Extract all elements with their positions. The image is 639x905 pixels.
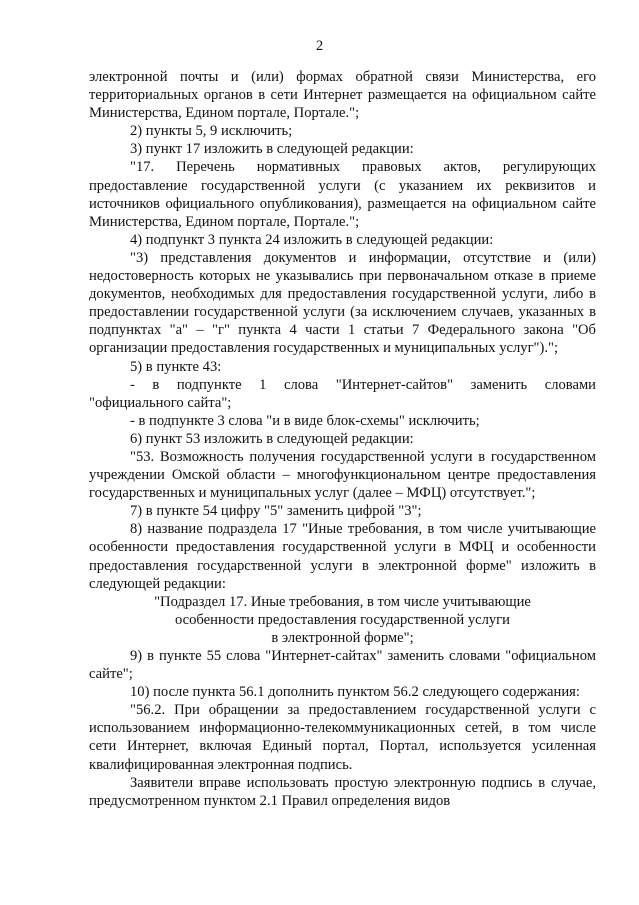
paragraph-applicants: Заявители вправе использовать простую электронную подпись в случае, предусмотренном пунктом 2.1 Правил определения видов [89, 774, 596, 809]
paragraph-quote-53: "53. Возможность получения государственной услуги в государственном учреждении Омской области – многофункциональном центре предоставления государственных и муниципальных услуг (далее – МФЦ) отсутствует."; [89, 448, 596, 502]
subsection-title-line-2: особенности предоставления государственной услуги [175, 611, 510, 628]
paragraph-quote-17: "17. Перечень нормативных правовых актов, регулирующих предоставление государственной услуги (с указанием их реквизитов и источников официального опубликования), размещается на официальном сайте Министерства, Едином портале, Портале."; [89, 159, 596, 230]
paragraph-item-5: 5) в пункте 43: [130, 358, 222, 375]
paragraph-item-4: 4) подпункт 3 пункта 24 изложить в следующей редакции: [130, 231, 494, 248]
paragraph-item-2: 2) пункты 5, 9 исключить; [130, 123, 293, 140]
paragraph-item-9: 9) в пункте 55 слова "Интернет-сайтах" заменить словами "официальном сайте"; [89, 648, 596, 683]
paragraph-item-5-dash-2: - в подпункте 3 слова "и в виде блок-схемы" исключить; [130, 412, 480, 429]
paragraph-continuation: электронной почты и (или) формах обратной связи Министерства, его территориальных органов в сети Интернет размещается на официальном сайте Министерства, Едином портале, Портале."; [89, 69, 596, 122]
subsection-title-line-1: "Подраздел 17. Иные требования, в том числе учитывающие [154, 593, 531, 610]
paragraph-item-10: 10) после пункта 56.1 дополнить пунктом 56.2 следующего содержания: [130, 684, 580, 701]
paragraph-quote-subitem-3: "3) представления документов и информации, отсутствие и (или) недостоверность которых не указывались при первоначальном отказе в приеме документов, необходимых для предоставления государственной услуги, либо в предоставлении государственной услуги (за исключением случаев, указанных в подпунктах "а" – "г" пункта 4 части 1 статьи 7 Федерального закона "Об организации предоставления государственных и муниципальных услуг")."; [89, 249, 596, 357]
paragraph-quote-56-2: "56.2. При обращении за предоставлением государственной услуги с использованием информационно-телекоммуникационных сетей, в том числе сети Интернет, включая Единый портал, Портал, используется усиленная квалифицированная электронная подпись. [89, 702, 596, 773]
paragraph-item-3: 3) пункт 17 изложить в следующей редакции: [130, 141, 414, 158]
subsection-title-quote [89, 593, 596, 647]
paragraph-item-6: 6) пункт 53 изложить в следующей редакции: [130, 430, 414, 447]
document-body [89, 68, 596, 810]
paragraph-item-7: 7) в пункте 54 цифру "5" заменить цифрой "3"; [130, 503, 422, 520]
paragraph-item-8: 8) название подраздела 17 "Иные требования, в том числе учитывающие особенности предоставления государственной услуги в МФЦ и особенности предоставления государственной услуги в электронной форме" изложить в следующей редакции: [89, 521, 596, 592]
page-number: 2 [315, 38, 324, 54]
subsection-title-line-3: в электронной форме"; [271, 629, 414, 646]
paragraph-item-5-dash-1: - в подпункте 1 слова "Интернет-сайтов" заменить словами "официального сайта"; [89, 376, 596, 411]
